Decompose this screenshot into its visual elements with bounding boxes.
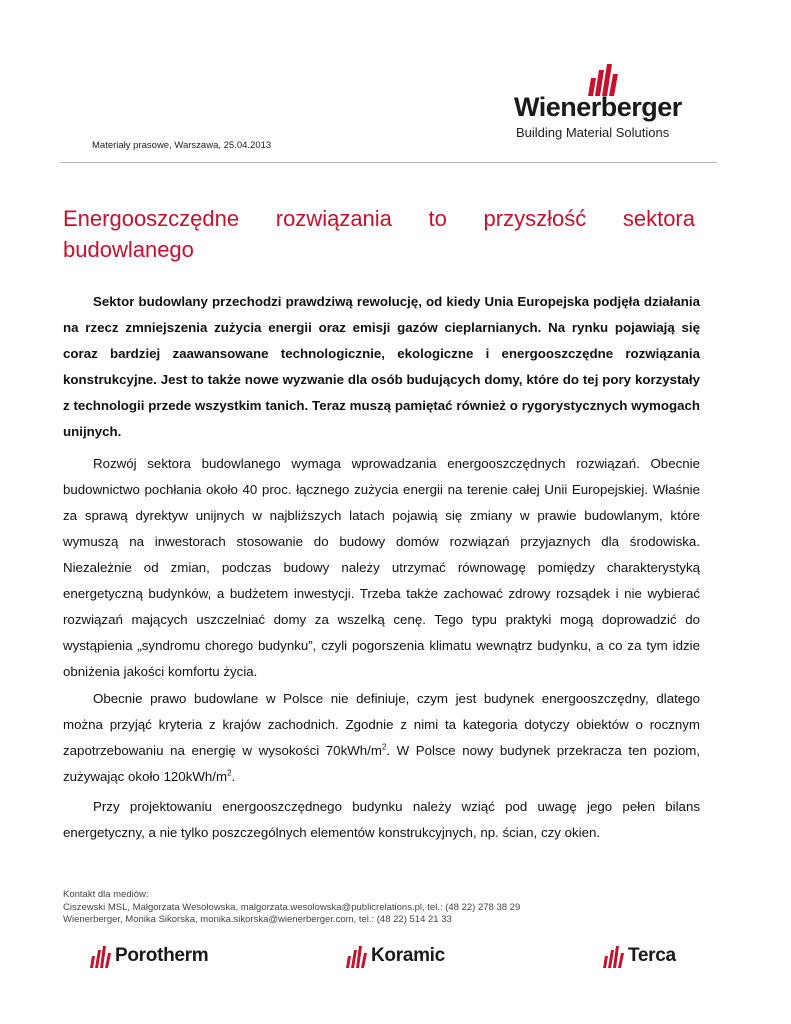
logo-tagline: Building Material Solutions — [516, 125, 670, 140]
brand-name: Terca — [628, 945, 676, 966]
porotherm-bars-icon — [90, 946, 112, 968]
brand-name: Porotherm — [115, 945, 209, 966]
article-paragraph-1: Rozwój sektora budowlanego wymaga wprowadzania energooszczędnych rozwiązań. Obecnie budownictwo pochłania około 40 proc. łącznego zużycia energii na terenie całej Unii Europejskiej. Właśnie za sprawą dyrektyw unijnych w najbliższych latach pojawią się zmiany w prawie budowlanym, które wymuszą na inwestorach stosowanie do budowy domów rozwiązań przyjaznych dla środowiska. Niezależnie od zmian, podczas budowy należy utrzymać równowagę pomiędzy charakterystyką energetyczną budynków, a budżetem inwestycji. Trzeba także zachować zdrowy rozsądek i nie wybierać rozwiązań mających uszczelniać domy za wszelką cenę. Tego typu praktyki mogą doprowadzić do wystąpienia „syndromu chorego budynku”, czyli pogorszenia klimatu wewnątrz budynku, a co za tym idzie obniżenia jakości komfortu życia. — [63, 456, 700, 679]
wienerberger-logo — [514, 64, 704, 144]
paragraph-2-text-a: Obecnie prawo budowlane w Polsce nie definiuje, czym jest budynek energooszczędny, dlatego można przyjąć kryteria z krajów zachodnich. Zgodnie z nimi ta kategoria dotyczy obiektów o rocznym zapotrzebowaniu na energię w wysokości 70kWh/m — [63, 691, 700, 758]
terca-logo — [603, 944, 713, 970]
contact-line-2: Wienerberger, Monika Sikorska, monika.sikorska@wienerberger.com, tel.: (48 22) 514 21 33 — [63, 914, 452, 925]
porotherm-logo — [90, 944, 240, 970]
koramic-bars-icon — [346, 946, 368, 968]
contact-line-1: Ciszewski MSL, Małgorzata Wesołowska, malgorzata.wesolowska@publicrelations.pl, tel.: (48 22) 278 38 29 — [63, 901, 521, 913]
logo-wordmark: Wienerberger — [514, 92, 682, 122]
article-paragraph-3: Przy projektowaniu energooszczędnego budynku należy wziąć pod uwagę jego pełen bilans energetyczny, a nie tylko poszczególnych elementów konstrukcyjnych, np. ścian, czy okien. — [63, 799, 700, 840]
article-paragraph-2 — [63, 686, 700, 790]
article-title: Energooszczędne rozwiązania to przyszłość sektora budowlanego — [63, 206, 695, 262]
header-divider — [60, 162, 717, 163]
brand-name: Koramic — [371, 945, 445, 966]
paragraph-2-text-c: . — [231, 769, 236, 784]
paragraph-2-text-b: . W Polsce nowy budynek przekracza ten poziom, zużywając około 120kWh/m — [63, 743, 700, 784]
koramic-logo — [346, 944, 476, 970]
press-dateline: Materiały prasowe, Warszawa, 25.04.2013 — [92, 140, 272, 151]
superscript-a: 2 — [381, 742, 387, 752]
terca-bars-icon — [603, 946, 625, 968]
contact-heading: Kontakt dla mediów: — [63, 889, 149, 900]
superscript-b: 2 — [227, 768, 232, 778]
article-lead: Sektor budowlany przechodzi prawdziwą rewolucję, od kiedy Unia Europejska podjęła działania na rzecz zmniejszenia zużycia energii oraz emisji gazów cieplarnianych. Na rynku pojawiają się coraz bardziej zaawansowane technologicznie, ekologiczne i energooszczędne rozwiązania konstrukcyjne. Jest to także nowe wyzwanie dla osób budujących domy, które do tej pory korzystały z technologii przede wszystkim tanich. Teraz muszą pamiętać również o rygorystycznych wymogach unijnych. — [63, 294, 700, 439]
media-contact — [63, 889, 520, 927]
